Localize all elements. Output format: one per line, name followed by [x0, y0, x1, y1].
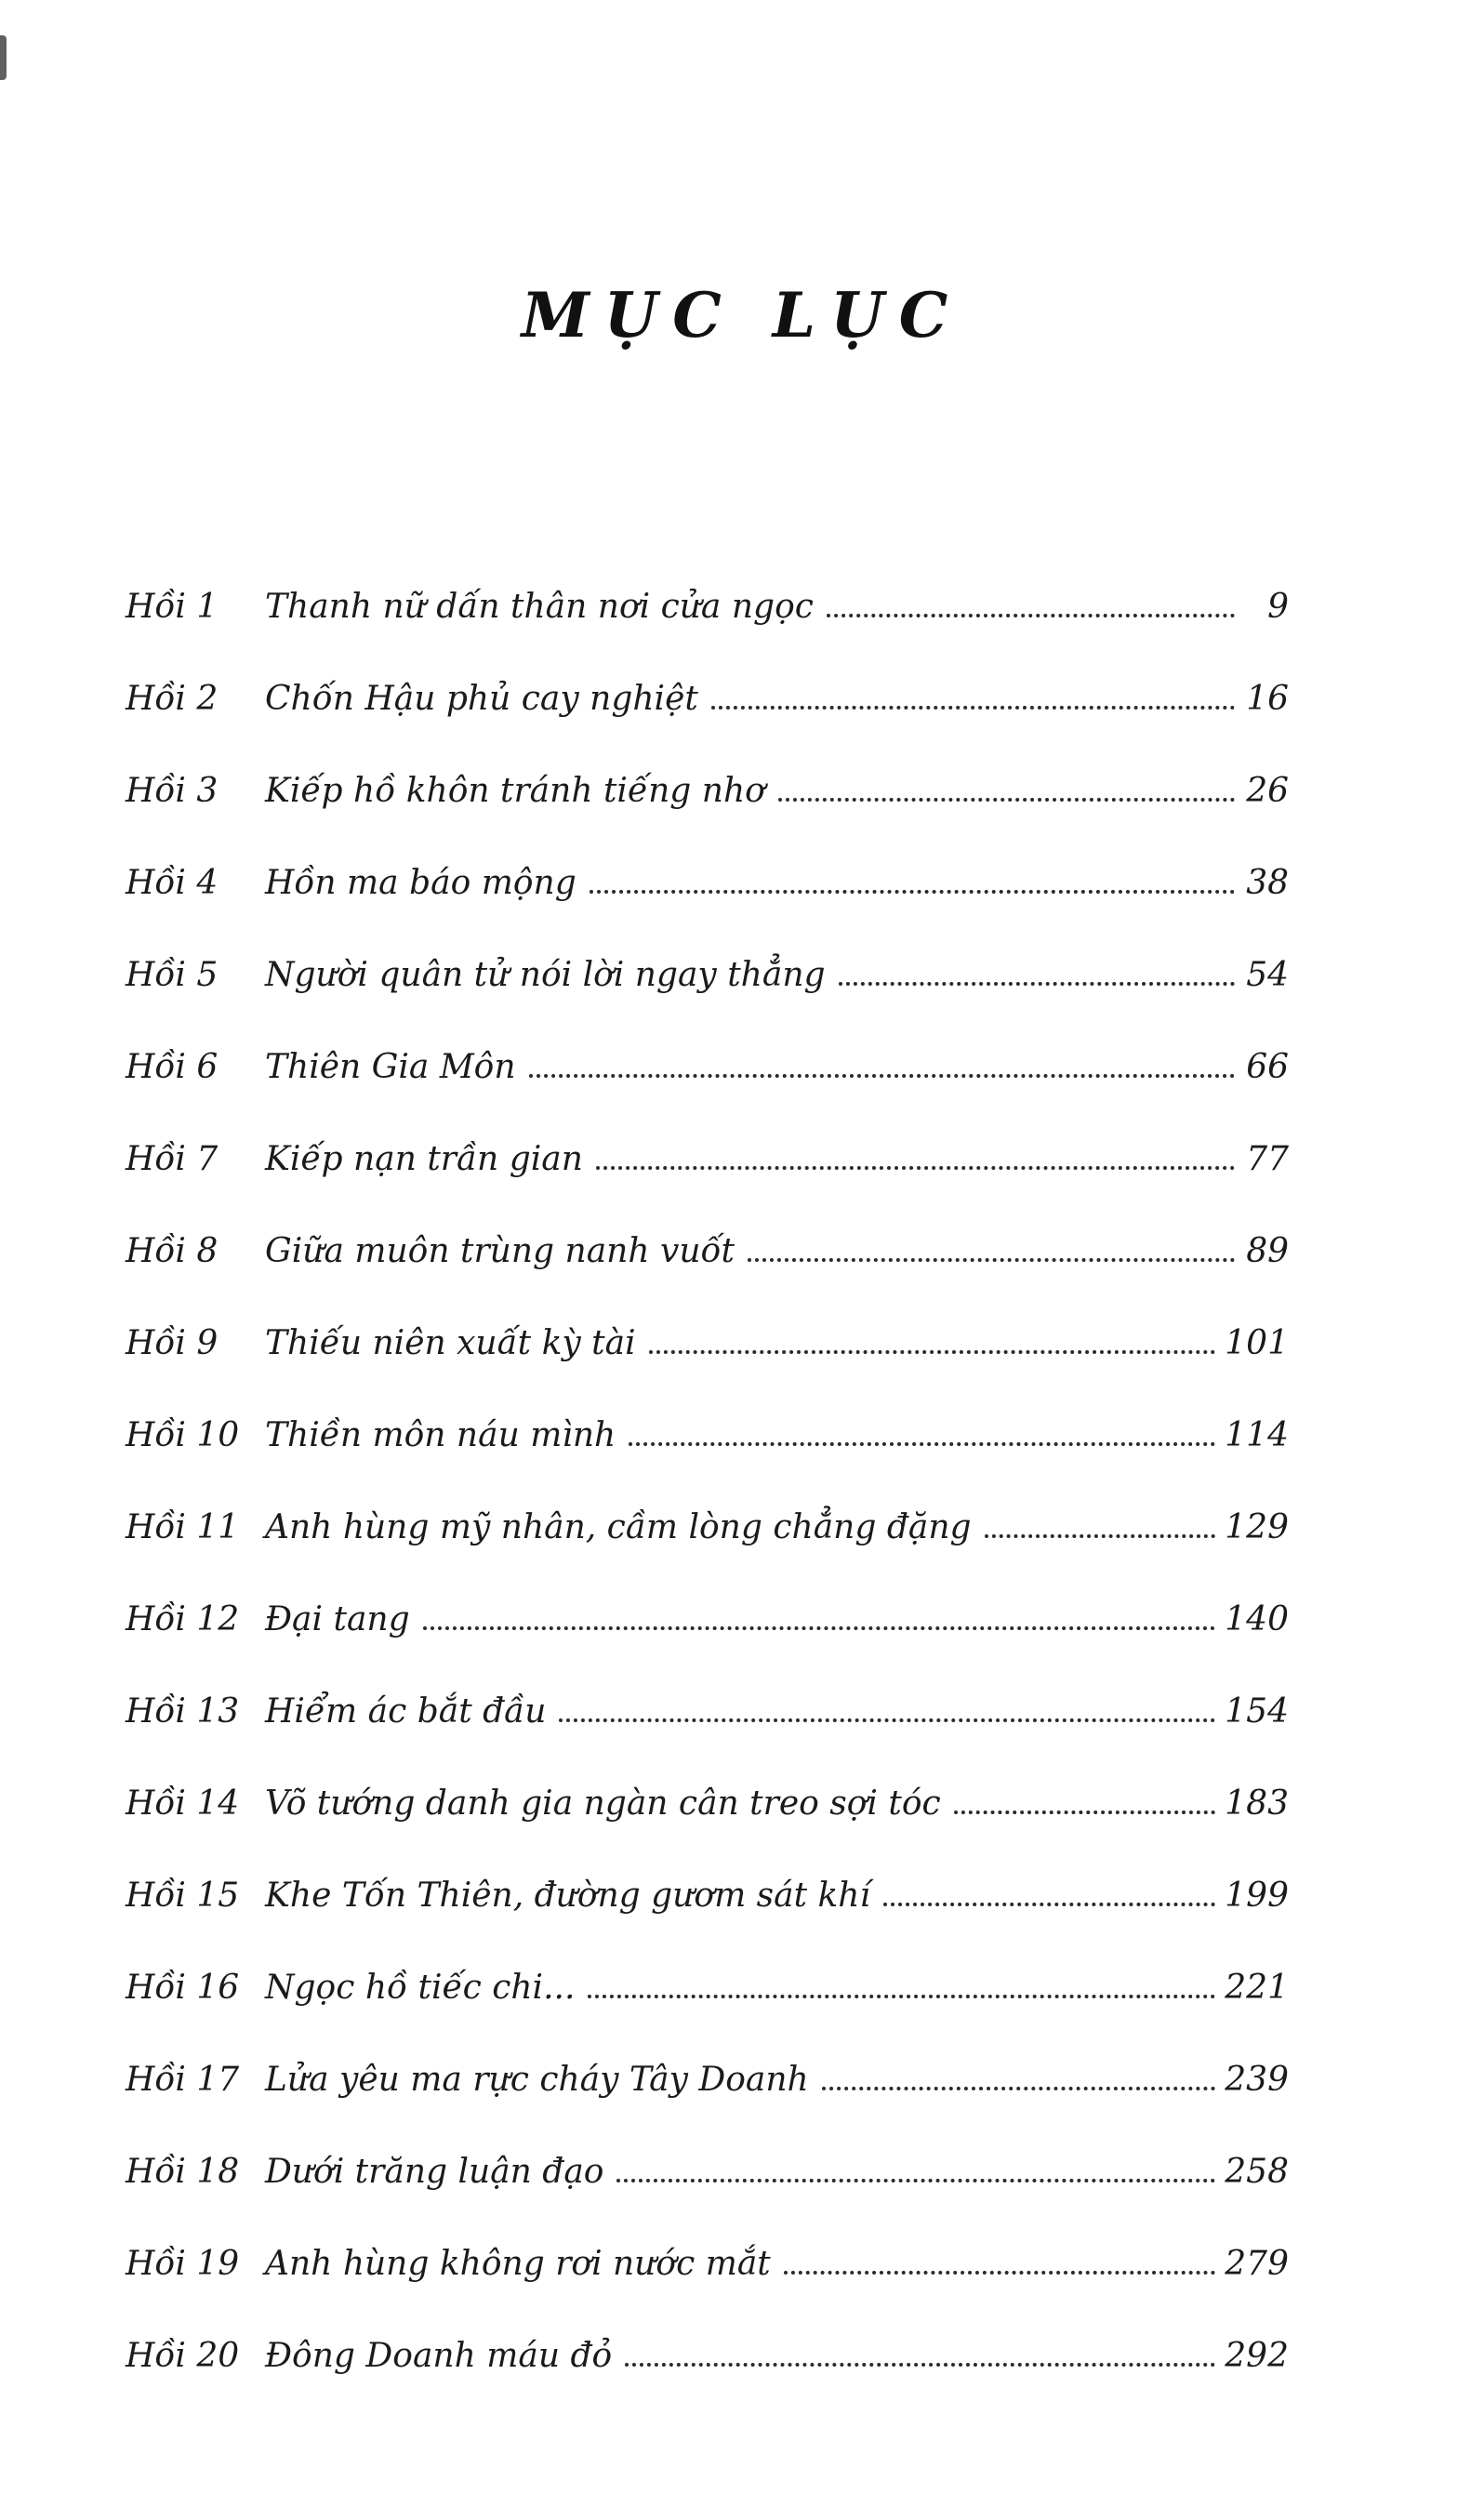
chapter-label: Hồi 20	[126, 2336, 240, 2375]
page-number: 101	[1225, 1323, 1289, 1362]
dotted-leader	[827, 597, 1235, 617]
toc-row	[126, 653, 1289, 745]
chapter-title: Võ tướng danh gia ngàn cân treo sợi tóc	[265, 1784, 941, 1823]
dotted-leader	[596, 1149, 1235, 1170]
chapter-title: Thiên Gia Môn	[265, 1047, 516, 1086]
chapter-label: Hồi 11	[126, 1507, 240, 1546]
page-number: 258	[1225, 2152, 1289, 2191]
toc-row	[126, 2126, 1289, 2218]
toc-row	[126, 1481, 1289, 1573]
page-number: 38	[1246, 863, 1289, 902]
chapter-title: Khe Tốn Thiên, đường gươm sát khí	[265, 1876, 871, 1915]
chapter-title: Anh hùng mỹ nhân, cầm lòng chẳng đặng	[265, 1507, 972, 1546]
chapter-title: Anh hùng không rơi nước mắt	[265, 2244, 771, 2283]
dotted-leader	[985, 1518, 1216, 1538]
page-number: 154	[1225, 1691, 1289, 1731]
chapter-title: Hồn ma báo mộng	[265, 863, 576, 902]
toc-row	[126, 1205, 1289, 1297]
page-number: 292	[1225, 2336, 1289, 2375]
dotted-leader	[778, 781, 1235, 802]
toc-row	[126, 1942, 1289, 2034]
chapter-label: Hồi 13	[126, 1691, 240, 1731]
chapter-label: Hồi 15	[126, 1876, 240, 1915]
page-number: 279	[1225, 2244, 1289, 2283]
chapter-label: Hồi 12	[126, 1599, 240, 1638]
toc-row	[126, 1297, 1289, 1389]
page-number: 129	[1225, 1507, 1289, 1546]
page-number: 221	[1225, 1968, 1289, 2007]
chapter-label: Hồi 8	[126, 1231, 219, 1270]
chapter-title: Thanh nữ dấn thân nơi cửa ngọc	[265, 587, 814, 626]
chapter-title: Giữa muôn trùng nanh vuốt	[265, 1231, 735, 1270]
chapter-title: Dưới trăng luận đạo	[265, 2152, 604, 2191]
page-number: 9	[1267, 587, 1289, 626]
chapter-label: Hồi 7	[126, 1139, 219, 1178]
dotted-leader	[529, 1057, 1235, 1078]
toc-row	[126, 2034, 1289, 2126]
toc-row	[126, 561, 1289, 653]
page-number: 114	[1225, 1415, 1289, 1454]
toc-row	[126, 1665, 1289, 1758]
chapter-title: Ngọc hồ tiếc chi...	[265, 1968, 576, 2007]
chapter-title: Thiếu niên xuất kỳ tài	[265, 1323, 636, 1362]
chapter-label: Hồi 5	[126, 955, 219, 994]
chapter-title: Chốn Hậu phủ cay nghiệt	[265, 679, 698, 718]
chapter-label: Hồi 3	[126, 771, 219, 810]
toc-row	[126, 1573, 1289, 1665]
page-number: 77	[1246, 1139, 1289, 1178]
chapter-label: Hồi 14	[126, 1784, 240, 1823]
page-number: 199	[1225, 1876, 1289, 1915]
dotted-leader	[784, 2254, 1216, 2275]
dotted-leader	[822, 2070, 1216, 2090]
toc-row	[126, 1850, 1289, 1942]
chapter-label: Hồi 1	[126, 587, 219, 626]
chapter-label: Hồi 18	[126, 2152, 240, 2191]
dotted-leader	[748, 1241, 1235, 1262]
page-number: 66	[1246, 1047, 1289, 1086]
toc-row	[126, 2310, 1289, 2402]
dotted-leader	[625, 2346, 1215, 2367]
page-number: 239	[1225, 2060, 1289, 2099]
chapter-title: Thiền môn náu mình	[265, 1415, 616, 1454]
chapter-title: Đại tang	[265, 1599, 410, 1638]
toc-list	[0, 561, 1484, 2402]
page-number: 26	[1246, 771, 1289, 810]
page-title: MỤC LỤC	[521, 279, 963, 352]
page-number: 140	[1225, 1599, 1289, 1638]
dotted-leader	[839, 965, 1235, 986]
chapter-title: Đông Doanh máu đỏ	[265, 2336, 613, 2375]
page-number: 16	[1246, 679, 1289, 718]
chapter-label: Hồi 6	[126, 1047, 219, 1086]
chapter-label: Hồi 17	[126, 2060, 240, 2099]
chapter-title: Kiếp nạn trần gian	[265, 1139, 583, 1178]
scan-artifact	[0, 35, 7, 80]
chapter-title: Lửa yêu ma rực cháy Tây Doanh	[265, 2060, 809, 2099]
chapter-title: Hiểm ác bắt đầu	[265, 1691, 547, 1731]
chapter-label: Hồi 2	[126, 679, 219, 718]
dotted-leader	[588, 1978, 1215, 1998]
toc-row	[126, 929, 1289, 1021]
toc-row	[126, 1389, 1289, 1481]
dotted-leader	[559, 1702, 1215, 1722]
chapter-label: Hồi 9	[126, 1323, 219, 1362]
toc-row	[126, 2218, 1289, 2310]
dotted-leader	[649, 1333, 1216, 1354]
chapter-label: Hồi 19	[126, 2244, 240, 2283]
chapter-label: Hồi 16	[126, 1968, 240, 2007]
toc-row	[126, 745, 1289, 837]
dotted-leader	[423, 1610, 1216, 1630]
dotted-leader	[590, 873, 1235, 894]
chapter-label: Hồi 10	[126, 1415, 240, 1454]
chapter-label: Hồi 4	[126, 863, 219, 902]
dotted-leader	[954, 1794, 1216, 1814]
dotted-leader	[616, 2162, 1215, 2182]
chapter-title: Người quân tử nói lời ngay thẳng	[265, 955, 826, 994]
toc-row	[126, 1758, 1289, 1850]
chapter-title: Kiếp hồ khôn tránh tiếng nhơ	[265, 771, 765, 810]
page-number: 54	[1246, 955, 1289, 994]
dotted-leader	[629, 1426, 1215, 1446]
toc-row	[126, 837, 1289, 929]
dotted-leader	[883, 1886, 1215, 1906]
page-number: 183	[1225, 1784, 1289, 1823]
dotted-leader	[711, 689, 1235, 710]
page-number: 89	[1246, 1231, 1289, 1270]
toc-row	[126, 1113, 1289, 1205]
toc-row	[126, 1021, 1289, 1113]
